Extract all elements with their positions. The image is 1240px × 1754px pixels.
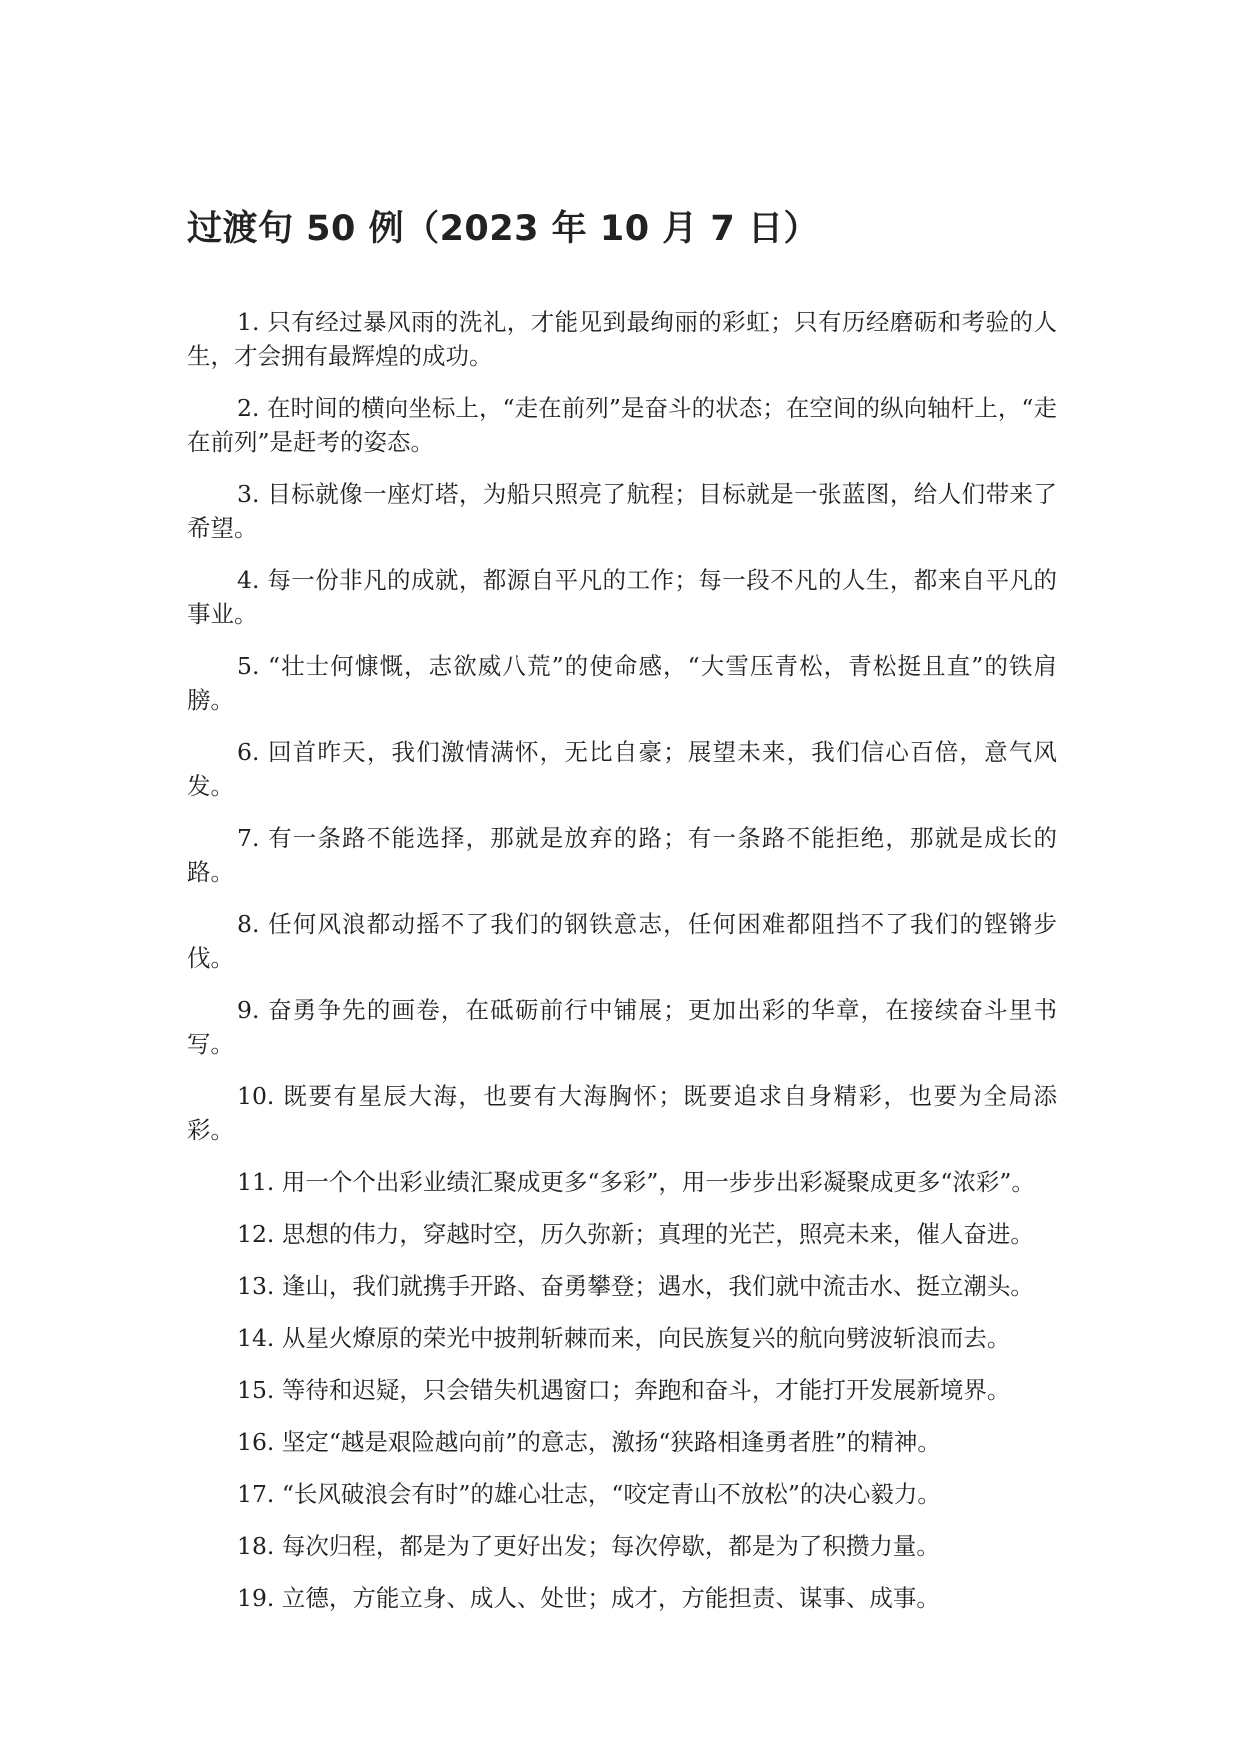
- list-item: 16. 坚定“越是艰险越向前”的意志，激扬“狭路相逢勇者胜”的精神。: [237, 1428, 941, 1456]
- list-item: 14. 从星火燎原的荣光中披荆斩棘而来，向民族复兴的航向劈波斩浪而去。: [237, 1324, 1011, 1352]
- list-item: 4. 每一份非凡的成就，都源自平凡的工作；每一段不凡的人生，都来自平凡的事业。: [187, 566, 1057, 628]
- list-item: 10. 既要有星辰大海，也要有大海胸怀；既要追求自身精彩，也要为全局添彩。: [187, 1082, 1057, 1144]
- list-item: 15. 等待和迟疑，只会错失机遇窗口；奔跑和奋斗，才能打开发展新境界。: [237, 1376, 1011, 1404]
- list-item: 19. 立德，方能立身、成人、处世；成才，方能担责、谋事、成事。: [237, 1584, 940, 1612]
- list-item: 18. 每次归程，都是为了更好出发；每次停歇，都是为了积攒力量。: [237, 1532, 940, 1560]
- sentence-list: [187, 305, 1057, 1633]
- list-item: 3. 目标就像一座灯塔，为船只照亮了航程；目标就是一张蓝图，给人们带来了希望。: [187, 480, 1057, 542]
- list-item: 1. 只有经过暴风雨的洗礼，才能见到最绚丽的彩虹；只有历经磨砺和考验的人生，才会拥有最辉煌的成功。: [187, 308, 1057, 370]
- list-item: 2. 在时间的横向坐标上，“走在前列”是奋斗的状态；在空间的纵向轴杆上，“走在前列”是赶考的姿态。: [187, 394, 1057, 456]
- list-item: 13. 逢山，我们就携手开路、奋勇攀登；遇水，我们就中流击水、挺立潮头。: [237, 1272, 1034, 1300]
- list-item: 17. “长风破浪会有时”的雄心壮志，“咬定青山不放松”的决心毅力。: [237, 1480, 941, 1508]
- list-item: 12. 思想的伟力，穿越时空，历久弥新；真理的光芒，照亮未来，催人奋进。: [237, 1220, 1034, 1248]
- list-item: 8. 任何风浪都动摇不了我们的钢铁意志，任何困难都阻挡不了我们的铿锵步伐。: [187, 910, 1057, 972]
- document-title: 过渡句 50 例（2023 年 10 月 7 日）: [187, 209, 819, 249]
- list-item: 11. 用一个个出彩业绩汇聚成更多“多彩”，用一步步出彩凝聚成更多“浓彩”。: [237, 1168, 1035, 1196]
- list-item: 6. 回首昨天，我们激情满怀，无比自豪；展望未来，我们信心百倍，意气风发。: [187, 738, 1057, 800]
- list-item: 9. 奋勇争先的画卷，在砥砺前行中铺展；更加出彩的华章，在接续奋斗里书写。: [187, 996, 1057, 1058]
- list-item: 7. 有一条路不能选择，那就是放弃的路；有一条路不能拒绝，那就是成长的路。: [187, 824, 1057, 886]
- list-item: 5. “壮士何慷慨，志欲威八荒”的使命感，“大雪压青松，青松挺且直”的铁肩膀。: [187, 652, 1057, 714]
